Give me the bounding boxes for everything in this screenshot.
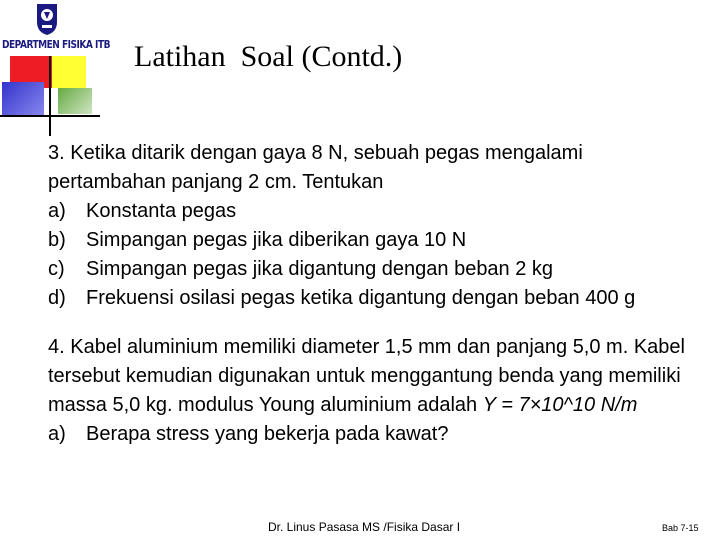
problem-3-item-c xyxy=(48,255,688,284)
slide-title: Latihan Soal (Contd.) xyxy=(134,40,403,73)
item-marker: c) xyxy=(48,258,65,280)
item-marker: a) xyxy=(48,200,66,222)
problem-3-intro: 3. Ketika ditarik dengan gaya 8 N, sebuah pegas mengalami pertambahan panjang 2 cm. Tentukan xyxy=(48,142,583,193)
department-label: DEPARTMEN FISIKA ITB xyxy=(2,38,110,51)
item-marker: d) xyxy=(48,287,66,309)
page-number: Bab 7-15 xyxy=(662,523,699,533)
item-text: Konstanta pegas xyxy=(86,200,237,222)
decoration-crosshair xyxy=(0,56,100,136)
item-marker: b) xyxy=(48,229,66,251)
item-marker: a) xyxy=(48,423,66,445)
item-text: Frekuensi osilasi pegas ketika digantung dengan beban 400 g xyxy=(86,287,636,309)
item-text: Simpangan pegas jika digantung dengan beban 2 kg xyxy=(86,258,554,280)
itb-emblem-icon xyxy=(34,2,60,36)
problem-4-text: 4. Kabel aluminium memiliki diameter 1,5 mm dan panjang 5,0 m. Kabel tersebut kemudian digunakan untuk menggantung benda yang memiliki massa 5,0 kg. modulus Young aluminium adalah xyxy=(48,336,685,416)
problem-4-intro xyxy=(48,333,688,420)
problem-3-item-a xyxy=(48,197,688,226)
slide-body xyxy=(48,139,688,449)
footer-author: Dr. Linus Pasasa MS /Fisika Dasar I xyxy=(268,520,461,534)
item-text: Berapa stress yang bekerja pada kawat? xyxy=(86,423,449,445)
youngs-modulus-formula: Y = 7×10^10 N/m xyxy=(482,394,638,416)
item-text: Simpangan pegas jika diberikan gaya 10 N xyxy=(86,229,467,251)
problem-4-item-a xyxy=(48,420,688,449)
problem-3-item-b xyxy=(48,226,688,255)
problem-3-item-d xyxy=(48,284,688,313)
